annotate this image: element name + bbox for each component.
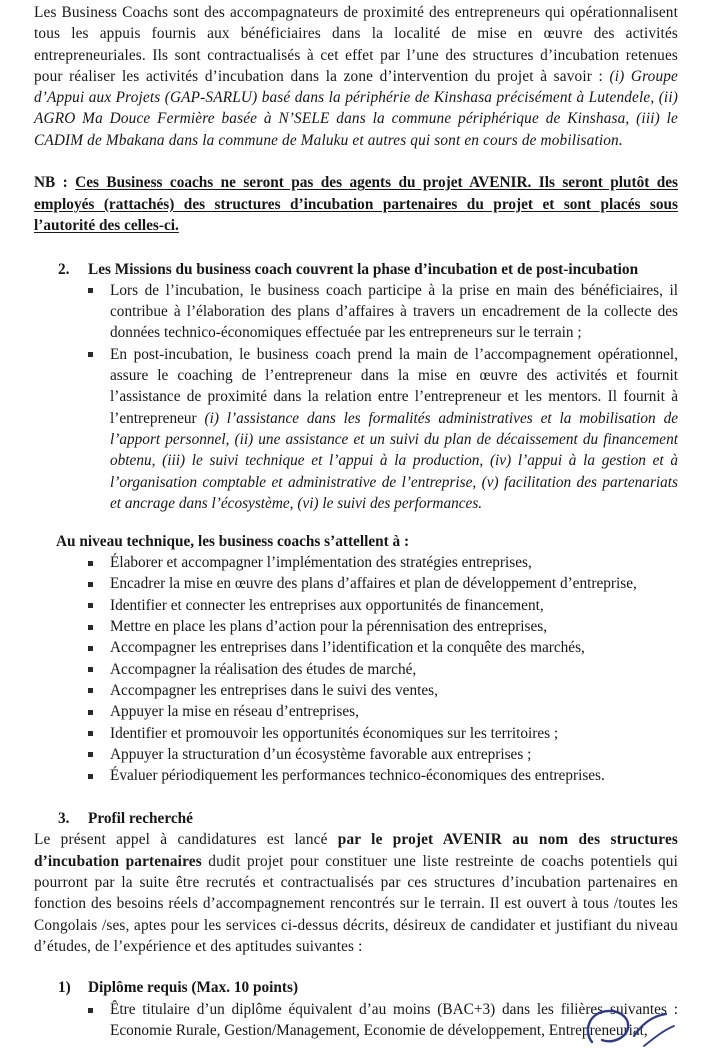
list-item — [82, 744, 678, 765]
bullet-text: Accompagner les entreprises dans le suivi des ventes, — [110, 681, 438, 699]
bullet-text: Être titulaire d’un diplôme équivalent d’au moins (BAC+3) dans les filières suivantes : Economie Rurale, Gestion/Management, Economie de développement, Entrepreneuriat, — [110, 1001, 678, 1040]
square-bullet-icon — [88, 752, 93, 757]
list-item — [82, 573, 678, 594]
section-2-bullet-list — [34, 280, 678, 514]
square-bullet-icon — [88, 688, 93, 693]
square-bullet-icon — [88, 582, 93, 587]
section-3-number: 3. — [58, 810, 70, 828]
section-3-heading — [34, 808, 678, 829]
section-3-paragraph-part2: dudit projet pour constituer une liste restreinte de coachs potentiels qui pourront par la suite être recrutés et contractualisés par ces structures d’incubation partenaires en fonction des besoins réels d’accompagnement rencontrés sur le terrain. Il est ouvert à tous /toutes les Congolais /ses, aptes pour les services ci-dessus décrits, désireux de candidater et justifiant du niveau d’études, de l’expérience et des aptitudes suivantes : — [34, 852, 678, 955]
bullet-text: Appuyer la mise en réseau d’entreprises, — [110, 703, 359, 721]
list-item — [82, 637, 678, 658]
subsection-1-bullet-list — [34, 999, 678, 1042]
bullet-text: Évaluer périodiquement les performances technico-économiques des entreprises. — [110, 767, 605, 785]
intro-paragraph-roman: Les Business Coachs sont des accompagnateurs de proximité des entrepreneurs qui opérationnalisent tous les appuis fournis aux bénéficiaires dans la localité de mise en œuvre des activités entrepreneuriales. Ils sont contractualisés à cet effet par l’une des structures d’incubation retenues pour réaliser les activités d’incubation dans la zone d’intervention du projet à savoir : — [34, 4, 678, 85]
section-3-paragraph-part1: Le présent appel à candidatures est lancé — [34, 831, 338, 849]
square-bullet-icon — [88, 667, 93, 672]
list-item — [82, 344, 678, 514]
page-content — [34, 2, 678, 1042]
list-item — [82, 680, 678, 701]
square-bullet-icon — [88, 710, 93, 715]
bullet-text: En post-incubation, le business coach prend la main de l’accompagnement opérationnel, assure le coaching de l’entrepreneur dans la mise en œuvre des activités et fournit l’assistance de proximité dans la relation entre l’entrepreneur et les mentors. Il fournit à l’entrepreneur — [110, 345, 678, 427]
bullet-text-italic: (i) l’assistance dans les formalités administratives et la mobilisation de l’apport personnel, (ii) une assistance et un suivi du plan de décaissement du financement obtenu, (iii) le suivi technique et l’appui à la production, (iv) l’appui à la gestion et à l’organisation comptable et administrative de l’entreprise, (v) facilitation des partenariats et ancrage dans l’écosystème, (vi) le suivi des performances. — [110, 409, 679, 512]
bullet-text: Appuyer la structuration d’un écosystème favorable aux entreprises ; — [110, 745, 532, 763]
bullet-text: Identifier et connecter les entreprises aux opportunités de financement, — [110, 596, 544, 614]
bullet-text: Élaborer et accompagner l’implémentation des stratégies entreprises, — [110, 554, 532, 572]
list-item — [82, 595, 678, 616]
bullet-text: Identifier et promouvoir les opportunités économiques sur les territoires ; — [110, 724, 559, 742]
bullet-text: Accompagner la réalisation des études de marché, — [110, 660, 417, 678]
nb-text: Ces Business coachs ne seront pas des agents du projet AVENIR. Ils seront plutôt des employés (rattachés) des structures d’incubation partenaires du projet et sont placés sous l’autorité des celles-ci. — [34, 174, 678, 235]
square-bullet-icon — [88, 1008, 93, 1013]
intro-paragraph-italic: (i) Groupe d’Appui aux Projets (GAP-SARLU) basé dans la périphérie de Kinshasa précisément à Lutendele, (ii) AGRO Ma Douce Fermière basée à N’SELE dans la commune périphérique de Kinshasa, (iii) le CADIM de Mbakana dans la commune de Maluku et autres qui sont en cours de mobilisation. — [34, 67, 678, 149]
list-item — [82, 765, 678, 786]
section-2-heading — [34, 259, 678, 280]
subsection-1-title: Diplôme requis (Max. 10 points) — [88, 979, 299, 997]
subsection-1-heading — [34, 977, 678, 998]
square-bullet-icon — [88, 625, 93, 630]
list-item — [82, 616, 678, 637]
square-bullet-icon — [88, 603, 93, 608]
nb-label: NB : — [34, 174, 76, 192]
section-3-paragraph-bold: par le projet AVENIR au nom des structures d’incubation partenaires — [34, 831, 678, 870]
square-bullet-icon — [88, 288, 93, 293]
bullet-text: Accompagner les entreprises dans l’identification et la conquête des marchés, — [110, 639, 585, 657]
bullet-text: Mettre en place les plans d’action pour la pérennisation des entreprises, — [110, 618, 548, 636]
intro-paragraph — [34, 2, 678, 151]
section-3-title: Profil recherché — [88, 810, 193, 828]
subsection-1-number: 1) — [58, 979, 71, 997]
section-2-number: 2. — [58, 260, 70, 278]
list-item — [82, 723, 678, 744]
bullet-text: Encadrer la mise en œuvre des plans d’affaires et plan de développement d’entreprise, — [110, 575, 637, 593]
list-item — [82, 280, 678, 344]
list-item — [82, 659, 678, 680]
list-item — [82, 552, 678, 573]
square-bullet-icon — [88, 646, 93, 651]
bullet-text: Lors de l’incubation, le business coach participe à la prise en main des bénéficiaires, il contribue à l’élaboration des plans d’affaires à travers un encadrement de la collecte des données technico-économiques effectuée par les entrepreneurs sur le terrain ; — [110, 281, 678, 342]
square-bullet-icon — [88, 352, 93, 357]
technical-subheading: Au niveau technique, les business coachs s’attellent à : — [56, 533, 410, 551]
square-bullet-icon — [88, 731, 93, 736]
square-bullet-icon — [88, 774, 93, 779]
nb-note — [34, 172, 678, 237]
section-2-title: Les Missions du business coach couvrent la phase d’incubation et de post-incubation — [88, 260, 639, 278]
section-3-paragraph — [34, 829, 678, 957]
list-item — [82, 701, 678, 722]
technical-bullet-list — [34, 552, 678, 786]
square-bullet-icon — [88, 561, 93, 566]
list-item — [82, 999, 678, 1042]
